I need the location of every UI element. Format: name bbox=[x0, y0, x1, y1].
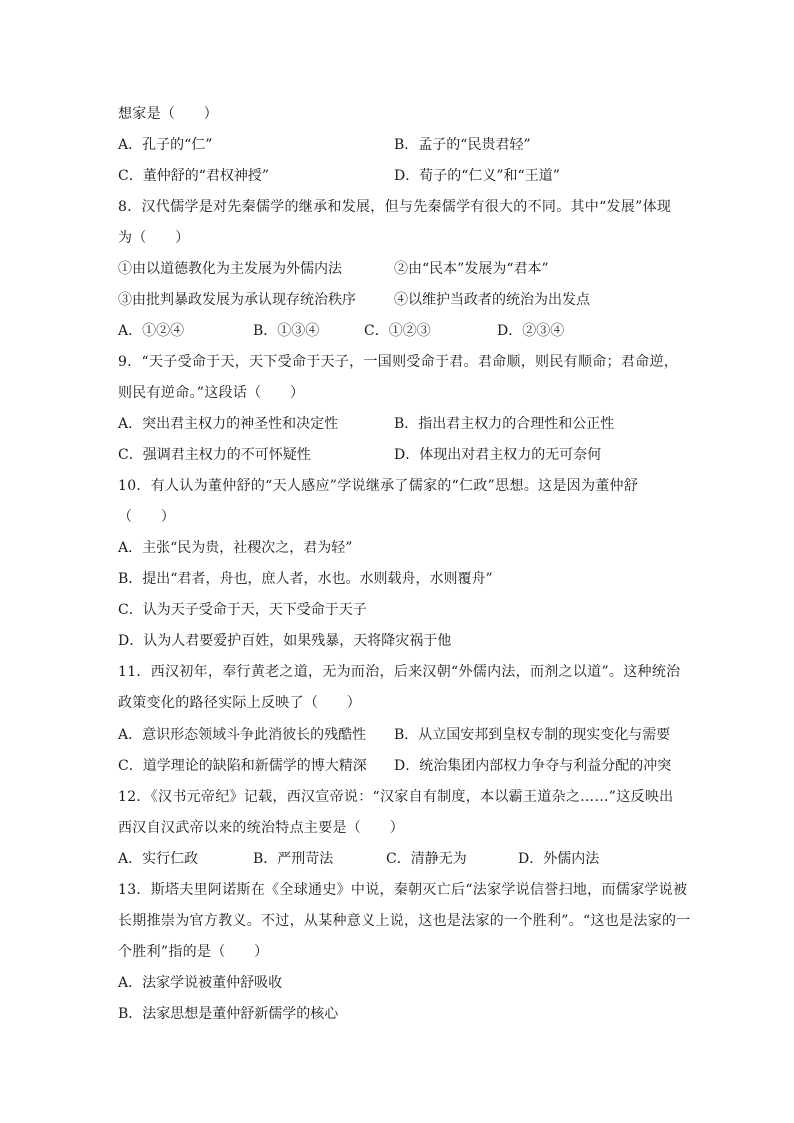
question-11-stem: 11．西汉初年，奉行黄老之道，无为而治，后来汉朝“外儒内法，而剂之以道”。这种统治 bbox=[118, 664, 681, 680]
question-12-stem-cont: 西汉自汉武帝以来的统治特点主要是（ ） bbox=[118, 820, 404, 836]
q10-option-c[interactable]: C．认为天子受命于天，天下受命于天子 bbox=[118, 602, 367, 618]
q9-option-c[interactable]: C．强调君主权力的不可怀疑性 bbox=[118, 447, 311, 463]
q7-option-b[interactable]: B．孟子的“民贵君轻” bbox=[394, 137, 531, 153]
q11-option-b[interactable]: B．从立国安邦到皇权专制的现实变化与需要 bbox=[394, 727, 671, 743]
q8-statement-2: ②由“民本”发展为“君本” bbox=[394, 261, 549, 277]
q8-statement-1: ①由以道德教化为主发展为外儒内法 bbox=[118, 261, 342, 277]
q10-option-b[interactable]: B．提出“君者，舟也，庶人者，水也。水则载舟，水则覆舟” bbox=[118, 571, 493, 587]
q9-option-a[interactable]: A．突出君主权力的神圣性和决定性 bbox=[118, 416, 339, 432]
q11-option-d[interactable]: D．统治集团内部权力争夺与利益分配的冲突 bbox=[394, 758, 672, 774]
q7-option-a[interactable]: A．孔子的“仁” bbox=[118, 137, 213, 153]
q7-option-d[interactable]: D．荀子的“仁义”和“王道” bbox=[394, 168, 560, 184]
q13-option-a[interactable]: A．法家学说被董仲舒吸收 bbox=[118, 975, 283, 991]
question-11-stem-cont: 政策变化的路径实际上反映了（ ） bbox=[118, 695, 362, 711]
q7-option-c[interactable]: C．董仲舒的“君权神授” bbox=[118, 168, 270, 184]
question-9-stem-cont: 则民有逆命。”这段话（ ） bbox=[118, 385, 305, 401]
question-10-stem-cont: （ ） bbox=[118, 509, 176, 525]
q13-option-b[interactable]: B．法家思想是董仲舒新儒学的核心 bbox=[118, 1006, 339, 1022]
q10-option-a[interactable]: A．主张“民为贵，社稷次之，君为轻” bbox=[118, 540, 353, 556]
q12-option-c[interactable]: C．清静无为 bbox=[386, 851, 467, 867]
q8-option-b[interactable]: B．①③④ bbox=[253, 323, 320, 339]
q8-option-c[interactable]: C．①②③ bbox=[364, 323, 431, 339]
question-7-stem-end: 想家是（ ） bbox=[118, 106, 219, 122]
q8-option-a[interactable]: A．①②④ bbox=[118, 323, 185, 339]
q9-option-b[interactable]: B．指出君主权力的合理性和公正性 bbox=[394, 416, 615, 432]
q10-option-d[interactable]: D．认为人君要爱护百姓，如果残暴，天将降灾祸于他 bbox=[118, 633, 452, 649]
q12-option-d[interactable]: D．外儒内法 bbox=[518, 851, 600, 867]
q8-option-d[interactable]: D．②③④ bbox=[497, 323, 565, 339]
q8-statement-4: ④以维护当政者的统治为出发点 bbox=[394, 292, 590, 308]
q11-option-a[interactable]: A．意识形态领域斗争此消彼长的残酷性 bbox=[118, 727, 367, 743]
question-13-stem: 13．斯塔夫里阿诺斯在《全球通史》中说，秦朝灭亡后“法家学说信誉扫地，而儒家学说被 bbox=[118, 882, 688, 898]
question-8-stem-cont: 为（ ） bbox=[118, 230, 190, 246]
question-12-stem: 12．《汉书元帝纪》记载，西汉宣帝说：“汉家自有制度，本以霸王道杂之……”这反映出 bbox=[118, 789, 674, 805]
question-9-stem: 9．“天子受命于天，天下受命于天子，一国则受命于君。君命顺，则民有顺命；君命逆， bbox=[118, 354, 679, 370]
q12-option-a[interactable]: A．实行仁政 bbox=[118, 851, 199, 867]
question-10-stem: 10．有人认为董仲舒的“天人感应”学说继承了儒家的“仁政”思想。这是因为董仲舒 bbox=[118, 478, 639, 494]
question-13-stem-cont-2: 个胜利”指的是（ ） bbox=[118, 944, 269, 960]
q9-option-d[interactable]: D．体现出对君主权力的无可奈何 bbox=[394, 447, 602, 463]
q8-statement-3: ③由批判暴政发展为承认现存统治秩序 bbox=[118, 292, 356, 308]
question-8-stem: 8．汉代儒学是对先秦儒学的继承和发展，但与先秦儒学有很大的不同。其中“发展”体现 bbox=[118, 199, 672, 215]
q11-option-c[interactable]: C．道学理论的缺陷和新儒学的博大精深 bbox=[118, 758, 367, 774]
question-13-stem-cont-1: 长期推崇为官方教义。不过，从某种意义上说，这也是法家的一个胜利”。“这也是法家的一 bbox=[118, 913, 691, 929]
q12-option-b[interactable]: B．严刑苛法 bbox=[253, 851, 334, 867]
